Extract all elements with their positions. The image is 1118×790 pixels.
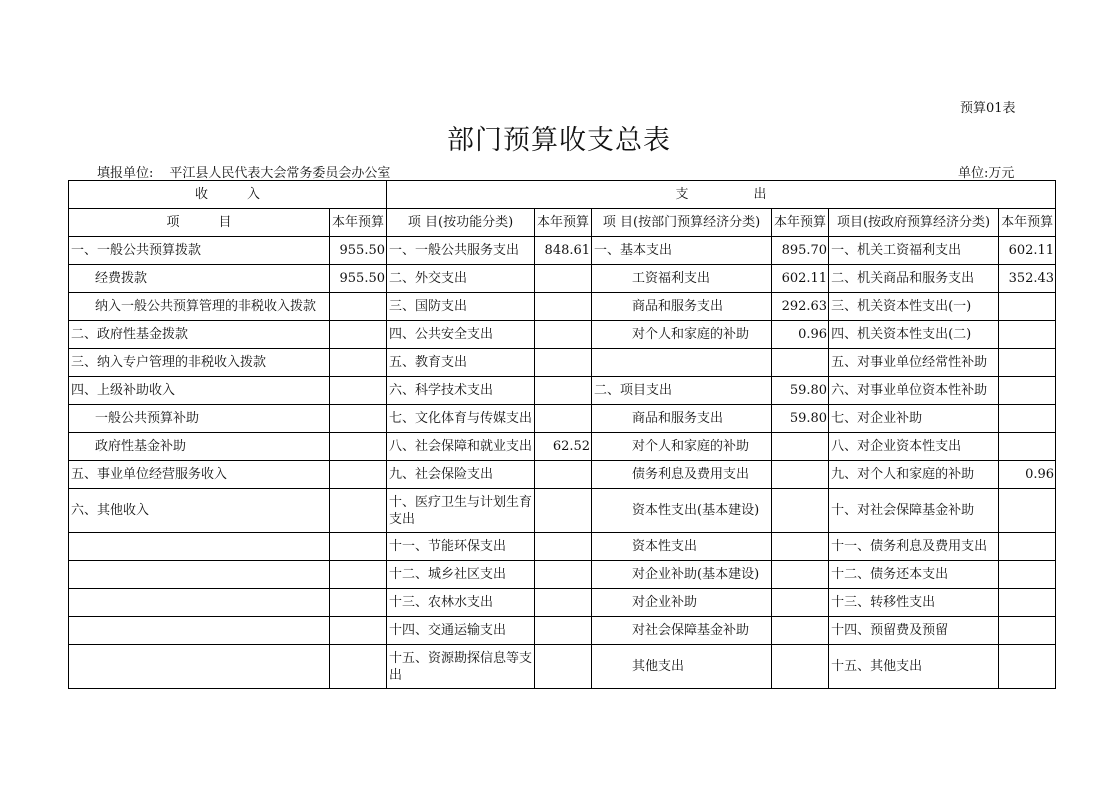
dept-item-cell: 对个人和家庭的补助 <box>592 321 772 349</box>
income-amount-cell <box>330 433 387 461</box>
func-item-cell: 十五、资源勘探信息等支出 <box>387 645 535 689</box>
income-amount-cell <box>330 645 387 689</box>
func-amount-cell <box>535 405 592 433</box>
func-amount-cell <box>535 461 592 489</box>
income-amount-cell <box>330 561 387 589</box>
func-item-cell: 十一、节能环保支出 <box>387 533 535 561</box>
func-item-cell: 十四、交通运输支出 <box>387 617 535 645</box>
form-number: 预算01表 <box>960 101 1016 116</box>
dept-item-cell: 工资福利支出 <box>592 265 772 293</box>
func-amount-cell <box>535 645 592 689</box>
gov-amount-cell: 352.43 <box>999 265 1056 293</box>
col-func-amount: 本年预算 <box>535 209 592 237</box>
income-item-cell <box>69 589 330 617</box>
expense-header: 支 出 <box>387 181 1056 209</box>
dept-item-cell: 其他支出 <box>592 645 772 689</box>
table-row <box>69 589 1056 617</box>
income-amount-cell <box>330 461 387 489</box>
income-item-cell <box>69 645 330 689</box>
func-amount-cell <box>535 293 592 321</box>
table-row <box>69 461 1056 489</box>
income-amount-cell <box>330 293 387 321</box>
gov-item-cell: 十二、债务还本支出 <box>829 561 999 589</box>
gov-item-cell: 五、对事业单位经常性补助 <box>829 349 999 377</box>
func-amount-cell: 848.61 <box>535 237 592 265</box>
income-item-cell: 政府性基金补助 <box>69 433 330 461</box>
col-dept-amount: 本年预算 <box>772 209 829 237</box>
gov-item-cell: 八、对企业资本性支出 <box>829 433 999 461</box>
gov-item-cell: 二、机关商品和服务支出 <box>829 265 999 293</box>
gov-item-cell: 十五、其他支出 <box>829 645 999 689</box>
col-gov-item: 项目(按政府预算经济分类) <box>829 209 999 237</box>
func-item-cell: 十、医疗卫生与计划生育支出 <box>387 489 535 533</box>
gov-amount-cell <box>999 377 1056 405</box>
income-item-cell: 四、上级补助收入 <box>69 377 330 405</box>
dept-item-cell: 对社会保障基金补助 <box>592 617 772 645</box>
func-amount-cell <box>535 265 592 293</box>
income-amount-cell <box>330 405 387 433</box>
dept-item-cell: 对企业补助 <box>592 589 772 617</box>
dept-amount-cell: 895.70 <box>772 237 829 265</box>
func-item-cell: 五、教育支出 <box>387 349 535 377</box>
dept-amount-cell <box>772 489 829 533</box>
dept-amount-cell <box>772 589 829 617</box>
income-amount-cell <box>330 617 387 645</box>
page-title: 部门预算收支总表 <box>447 125 671 156</box>
income-item-cell <box>69 533 330 561</box>
budget-table <box>68 180 1056 689</box>
col-income-item: 项 目 <box>69 209 330 237</box>
func-item-cell: 十三、农林水支出 <box>387 589 535 617</box>
income-item-cell: 一般公共预算补助 <box>69 405 330 433</box>
func-amount-cell: 62.52 <box>535 433 592 461</box>
dept-amount-cell <box>772 645 829 689</box>
gov-item-cell: 一、机关工资福利支出 <box>829 237 999 265</box>
gov-amount-cell: 602.11 <box>999 237 1056 265</box>
dept-amount-cell <box>772 561 829 589</box>
func-item-cell: 四、公共安全支出 <box>387 321 535 349</box>
income-amount-cell <box>330 377 387 405</box>
dept-item-cell: 二、项目支出 <box>592 377 772 405</box>
gov-amount-cell <box>999 349 1056 377</box>
dept-item-cell: 商品和服务支出 <box>592 293 772 321</box>
dept-item-cell: 资本性支出(基本建设) <box>592 489 772 533</box>
dept-item-cell: 一、基本支出 <box>592 237 772 265</box>
func-amount-cell <box>535 561 592 589</box>
gov-item-cell: 六、对事业单位资本性补助 <box>829 377 999 405</box>
func-item-cell: 七、文化体育与传媒支出 <box>387 405 535 433</box>
gov-amount-cell <box>999 617 1056 645</box>
income-item-cell: 三、纳入专户管理的非税收入拨款 <box>69 349 330 377</box>
func-amount-cell <box>535 489 592 533</box>
income-amount-cell <box>330 321 387 349</box>
gov-item-cell: 三、机关资本性支出(一) <box>829 293 999 321</box>
income-amount-cell <box>330 349 387 377</box>
gov-item-cell: 九、对个人和家庭的补助 <box>829 461 999 489</box>
table-row <box>69 377 1056 405</box>
dept-amount-cell: 59.80 <box>772 405 829 433</box>
func-amount-cell <box>535 349 592 377</box>
func-amount-cell <box>535 321 592 349</box>
func-item-cell: 二、外交支出 <box>387 265 535 293</box>
income-amount-cell: 955.50 <box>330 237 387 265</box>
col-income-amount: 本年预算 <box>330 209 387 237</box>
income-item-cell: 五、事业单位经营服务收入 <box>69 461 330 489</box>
income-item-cell: 二、政府性基金拨款 <box>69 321 330 349</box>
dept-amount-cell <box>772 533 829 561</box>
gov-amount-cell <box>999 293 1056 321</box>
func-item-cell: 十二、城乡社区支出 <box>387 561 535 589</box>
table-body <box>69 237 1056 689</box>
gov-item-cell: 四、机关资本性支出(二) <box>829 321 999 349</box>
gov-item-cell: 十三、转移性支出 <box>829 589 999 617</box>
gov-amount-cell <box>999 533 1056 561</box>
table-row <box>69 645 1056 689</box>
col-dept-item: 项 目(按部门预算经济分类) <box>592 209 772 237</box>
income-item-cell <box>69 561 330 589</box>
income-item-cell <box>69 617 330 645</box>
dept-amount-cell: 292.63 <box>772 293 829 321</box>
func-amount-cell <box>535 617 592 645</box>
gov-item-cell: 十、对社会保障基金补助 <box>829 489 999 533</box>
gov-amount-cell <box>999 433 1056 461</box>
func-amount-cell <box>535 377 592 405</box>
table-row <box>69 349 1056 377</box>
table-row <box>69 405 1056 433</box>
func-item-cell: 六、科学技术支出 <box>387 377 535 405</box>
func-amount-cell <box>535 589 592 617</box>
gov-amount-cell: 0.96 <box>999 461 1056 489</box>
gov-amount-cell <box>999 561 1056 589</box>
func-item-cell: 一、一般公共服务支出 <box>387 237 535 265</box>
table-row <box>69 433 1056 461</box>
income-amount-cell <box>330 489 387 533</box>
gov-item-cell: 十一、债务利息及费用支出 <box>829 533 999 561</box>
func-item-cell: 九、社会保险支出 <box>387 461 535 489</box>
col-func-item: 项 目(按功能分类) <box>387 209 535 237</box>
income-item-cell: 一、一般公共预算拨款 <box>69 237 330 265</box>
gov-amount-cell <box>999 321 1056 349</box>
table-row <box>69 265 1056 293</box>
reporting-unit <box>97 162 406 181</box>
income-item-cell: 经费拨款 <box>69 265 330 293</box>
income-item-cell: 六、其他收入 <box>69 489 330 533</box>
dept-amount-cell: 0.96 <box>772 321 829 349</box>
dept-item-cell: 对个人和家庭的补助 <box>592 433 772 461</box>
section-header-row <box>69 181 1056 209</box>
dept-item-cell <box>592 349 772 377</box>
income-amount-cell <box>330 533 387 561</box>
gov-amount-cell <box>999 405 1056 433</box>
reporting-unit-label: 填报单位: <box>97 166 154 181</box>
table-row <box>69 293 1056 321</box>
gov-item-cell: 七、对企业补助 <box>829 405 999 433</box>
table-row <box>69 237 1056 265</box>
income-header: 收 入 <box>69 181 387 209</box>
dept-item-cell: 对企业补助(基本建设) <box>592 561 772 589</box>
col-gov-amount: 本年预算 <box>999 209 1056 237</box>
dept-item-cell: 债务利息及费用支出 <box>592 461 772 489</box>
dept-amount-cell <box>772 349 829 377</box>
func-item-cell: 三、国防支出 <box>387 293 535 321</box>
income-amount-cell: 955.50 <box>330 265 387 293</box>
gov-amount-cell <box>999 645 1056 689</box>
income-item-cell: 纳入一般公共预算管理的非税收入拨款 <box>69 293 330 321</box>
dept-item-cell: 商品和服务支出 <box>592 405 772 433</box>
column-header-row <box>69 209 1056 237</box>
dept-item-cell: 资本性支出 <box>592 533 772 561</box>
income-amount-cell <box>330 589 387 617</box>
gov-amount-cell <box>999 589 1056 617</box>
table-row <box>69 533 1056 561</box>
gov-amount-cell <box>999 489 1056 533</box>
currency-unit: 单位:万元 <box>958 166 1015 181</box>
dept-amount-cell <box>772 433 829 461</box>
dept-amount-cell: 602.11 <box>772 265 829 293</box>
table-row <box>69 489 1056 533</box>
table-row <box>69 561 1056 589</box>
reporting-unit-name: 平江县人民代表大会常务委员会办公室 <box>169 166 391 181</box>
func-item-cell: 八、社会保障和就业支出 <box>387 433 535 461</box>
func-amount-cell <box>535 533 592 561</box>
dept-amount-cell <box>772 461 829 489</box>
gov-item-cell: 十四、预留费及预留 <box>829 617 999 645</box>
dept-amount-cell <box>772 617 829 645</box>
table-row <box>69 617 1056 645</box>
dept-amount-cell: 59.80 <box>772 377 829 405</box>
table-row <box>69 321 1056 349</box>
